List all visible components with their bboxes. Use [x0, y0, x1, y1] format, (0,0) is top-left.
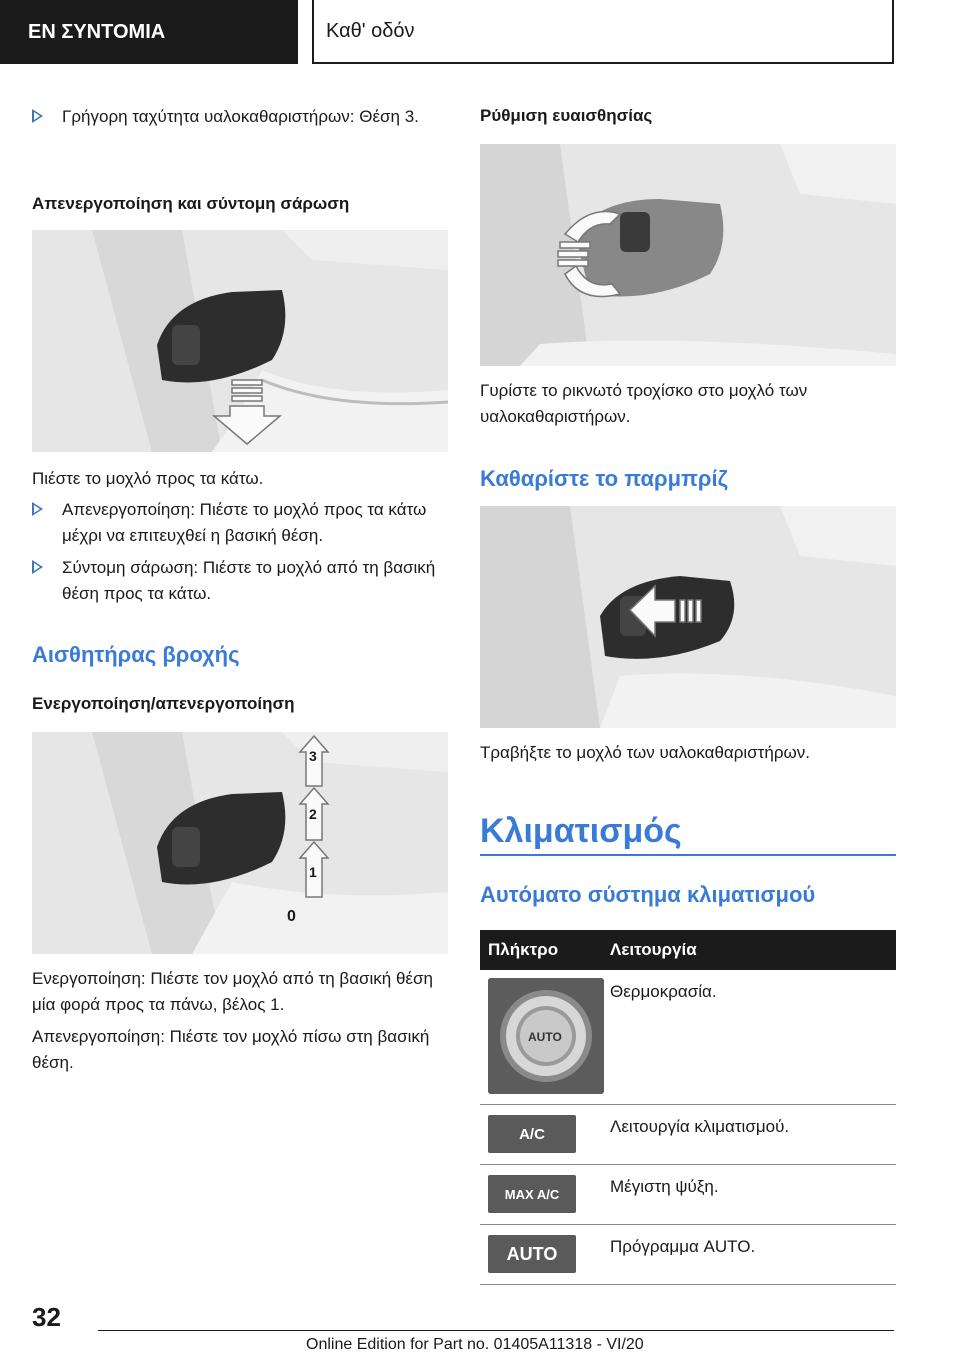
- row-function: Λειτουργία κλιματισμού.: [610, 1117, 790, 1136]
- pull-lever-text: Τραβήξτε το μοχλό των υαλοκαθαριστήρων.: [480, 743, 811, 762]
- footer-edition: Online Edition for Part no. 01405A11318 - VI/20: [306, 1336, 644, 1353]
- position-label-3: 3: [309, 748, 317, 764]
- heading-sensitivity: Ρύθμιση ευαισθησίας: [480, 106, 653, 125]
- lever-photo-positions: [32, 732, 448, 954]
- table-header-function: Λειτουργία: [610, 940, 697, 959]
- heading-rule: [480, 854, 896, 856]
- table-row: [480, 1105, 896, 1165]
- heading-deactivation: Απενεργοποίηση και σύντομη σάρωση: [32, 194, 350, 213]
- table-row: [480, 970, 896, 1105]
- row-function: Πρόγραμμα AUTO.: [610, 1237, 756, 1256]
- turn-wheel-text: Γυρίστε το ρικνωτό τροχίσκο στο μοχλό των υαλοκαθαριστήρων.: [480, 381, 808, 426]
- lever-photo-wheel: [480, 144, 896, 366]
- ac-button-image: [488, 1115, 576, 1153]
- section-label: EN ΣΥΝΤΟΜΙΑ: [28, 20, 166, 43]
- clean-windscreen-heading: Καθαρίστε το παρμπρίζ: [480, 466, 728, 491]
- chapter-tab: [312, 0, 894, 64]
- position-label-1: 1: [309, 864, 317, 880]
- max-ac-button-label: MAX A/C: [504, 1186, 560, 1202]
- auto-climate-heading: Αυτόματο σύστημα κλιματισμού: [480, 882, 816, 907]
- auto-button-label: AUTO: [506, 1243, 558, 1264]
- activation-text: Ενεργοποίηση: Πιέστε τον μοχλό από τη βασική θέση μία φορά προς τα πάνω, βέλος 1.: [32, 969, 433, 1014]
- auto-button-image: [488, 1235, 576, 1273]
- auto-knob-image: [488, 978, 604, 1094]
- auto-knob-label: AUTO: [528, 1030, 562, 1044]
- deactivation-text: Απενεργοποίηση: Πιέστε τον μοχλό πίσω στη βασική θέση.: [32, 1027, 430, 1072]
- max-ac-button-image: [488, 1175, 576, 1213]
- footer-rule: [98, 1330, 894, 1331]
- bullet-deactivation: Απενεργοποίηση: Πιέστε το μοχλό προς τα κάτω μέχρι να επιτευχθεί η βασική θέση.: [32, 497, 448, 549]
- climate-heading: Κλιματισμός: [480, 812, 682, 850]
- position-label-2: 2: [309, 806, 317, 822]
- table-header: [480, 930, 896, 970]
- press-down-text: Πιέστε το μοχλό προς τα κάτω.: [32, 469, 264, 488]
- section-tab: [0, 0, 298, 64]
- bullet-triangle-icon: [32, 560, 43, 574]
- lever-photo-down: [32, 230, 448, 452]
- chapter-label: Καθ' οδόν: [326, 19, 415, 42]
- position-label-0: 0: [287, 908, 296, 925]
- row-function: Μέγιστη ψύξη.: [610, 1177, 719, 1196]
- table-row: [480, 1165, 896, 1225]
- table-row: [480, 1225, 896, 1285]
- ac-button-label: A/C: [519, 1125, 545, 1143]
- row-function: Θερμοκρασία.: [610, 982, 717, 1001]
- lever-photo-pull: [480, 506, 896, 728]
- table-header-key: Πλήκτρο: [488, 940, 559, 959]
- bullet-triangle-icon: [32, 109, 43, 123]
- bullet-brief-wipe: Σύντομη σάρωση: Πιέστε το μοχλό από τη βασική θέση προς τα κάτω.: [32, 555, 448, 607]
- rain-sensor-heading: Αισθητήρας βροχής: [32, 642, 240, 667]
- heading-on-off: Ενεργοποίηση/απενεργοποίηση: [32, 694, 295, 713]
- bullet-triangle-icon: [32, 502, 43, 516]
- bullet-fast-speed: Γρήγορη ταχύτητα υαλοκαθαριστήρων: Θέση 3.: [32, 104, 448, 130]
- page-number: 32: [32, 1302, 61, 1332]
